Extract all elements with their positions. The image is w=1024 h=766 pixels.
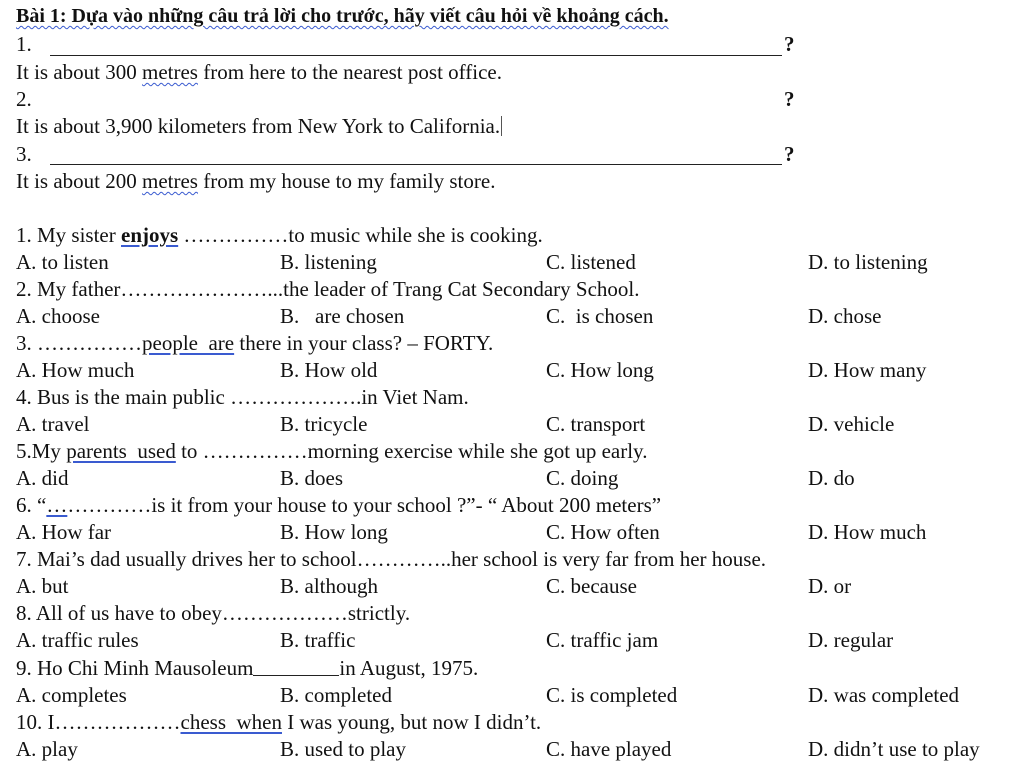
q4-option-c[interactable]: C. transport xyxy=(546,412,646,436)
q1-option-a[interactable]: A. to listen xyxy=(16,250,109,274)
q3-option-a[interactable]: A. How much xyxy=(16,358,135,382)
part1-item-3-qmark: ? xyxy=(784,142,795,166)
part1-item-2-answer: It is about 3,900 kilometers from New York to California. xyxy=(16,114,501,138)
q9-blank[interactable] xyxy=(253,657,339,676)
q6-option-a[interactable]: A. How far xyxy=(16,520,112,544)
q4-option-d[interactable]: D. vehicle xyxy=(808,412,895,436)
question-4: 4. Bus is the main public ……………….in Viet Nam. xyxy=(16,385,469,409)
question-5: 5.My parents used to ……………morning exercise while she got up early. xyxy=(16,439,648,463)
q2-option-b[interactable]: B. are chosen xyxy=(280,304,405,328)
q6-option-b[interactable]: B. How long xyxy=(280,520,388,544)
q8-option-b[interactable]: B. traffic xyxy=(280,628,356,652)
q8-option-a[interactable]: A. traffic rules xyxy=(16,628,139,652)
part1-item-3-blank[interactable] xyxy=(50,164,782,165)
q10-option-c[interactable]: C. have played xyxy=(546,737,672,761)
q7-option-c[interactable]: C. because xyxy=(546,574,637,598)
question-2: 2. My father…………………...the leader of Trang Cat Secondary School. xyxy=(16,277,640,301)
q10-option-d[interactable]: D. didn’t use to play xyxy=(808,737,980,761)
part1-item-3-answer: It is about 200 metres from my house to my family store. xyxy=(16,169,496,193)
q4-option-a[interactable]: A. travel xyxy=(16,412,90,436)
question-9: 9. Ho Chi Minh Mausoleum in August, 1975. xyxy=(16,656,479,680)
q3-option-c[interactable]: C. How long xyxy=(546,358,654,382)
exercise-title: Bài 1: Dựa vào những câu trả lời cho trước, hãy viết câu hỏi về khoảng cách. xyxy=(16,5,669,27)
part1-item-1-blank[interactable] xyxy=(50,55,782,56)
q6-option-d[interactable]: D. How much xyxy=(808,520,927,544)
question-8: 8. All of us have to obey………………strictly. xyxy=(16,601,411,625)
q7-option-b[interactable]: B. although xyxy=(280,574,378,598)
q5-option-d[interactable]: D. do xyxy=(808,466,855,490)
q2-option-d[interactable]: D. chose xyxy=(808,304,882,328)
part1-item-1-qmark: ? xyxy=(784,32,795,56)
q10-option-b[interactable]: B. used to play xyxy=(280,737,406,761)
q9-option-d[interactable]: D. was completed xyxy=(808,683,960,707)
q8-option-d[interactable]: D. regular xyxy=(808,628,894,652)
q7-option-d[interactable]: D. or xyxy=(808,574,852,598)
question-10: 10. I………………chess when I was young, but now I didn’t. xyxy=(16,710,542,734)
question-3: 3. ……………people are there in your class? – FORTY. xyxy=(16,331,494,355)
q9-option-c[interactable]: C. is completed xyxy=(546,683,678,707)
q10-option-a[interactable]: A. play xyxy=(16,737,78,761)
q3-option-d[interactable]: D. How many xyxy=(808,358,927,382)
q2-option-a[interactable]: A. choose xyxy=(16,304,100,328)
q6-option-c[interactable]: C. How often xyxy=(546,520,660,544)
question-6: 6. “……………is it from your house to your school ?”- “ About 200 meters” xyxy=(16,493,662,517)
question-1: 1. My sister enjoys ……………to music while she is cooking. xyxy=(16,223,543,247)
q1-option-d[interactable]: D. to listening xyxy=(808,250,928,274)
q1-option-c[interactable]: C. listened xyxy=(546,250,636,274)
q9-option-b[interactable]: B. completed xyxy=(280,683,392,707)
q7-option-a[interactable]: A. but xyxy=(16,574,69,598)
q8-option-c[interactable]: C. traffic jam xyxy=(546,628,659,652)
part1-item-2-number: 2. xyxy=(16,87,32,111)
part1-item-2-qmark: ? xyxy=(784,87,795,111)
part1-item-1-number: 1. xyxy=(16,32,32,56)
q5-option-a[interactable]: A. did xyxy=(16,466,69,490)
part1-item-3-number: 3. xyxy=(16,142,32,166)
question-7: 7. Mai’s dad usually drives her to school…………..her school is very far from her house. xyxy=(16,547,767,571)
q3-option-b[interactable]: B. How old xyxy=(280,358,378,382)
q5-option-b[interactable]: B. does xyxy=(280,466,343,490)
q5-option-c[interactable]: C. doing xyxy=(546,466,619,490)
q9-option-a[interactable]: A. completes xyxy=(16,683,127,707)
part1-item-1-answer: It is about 300 metres from here to the nearest post office. xyxy=(16,60,502,84)
q2-option-c[interactable]: C. is chosen xyxy=(546,304,654,328)
q4-option-b[interactable]: B. tricycle xyxy=(280,412,368,436)
q1-option-b[interactable]: B. listening xyxy=(280,250,377,274)
